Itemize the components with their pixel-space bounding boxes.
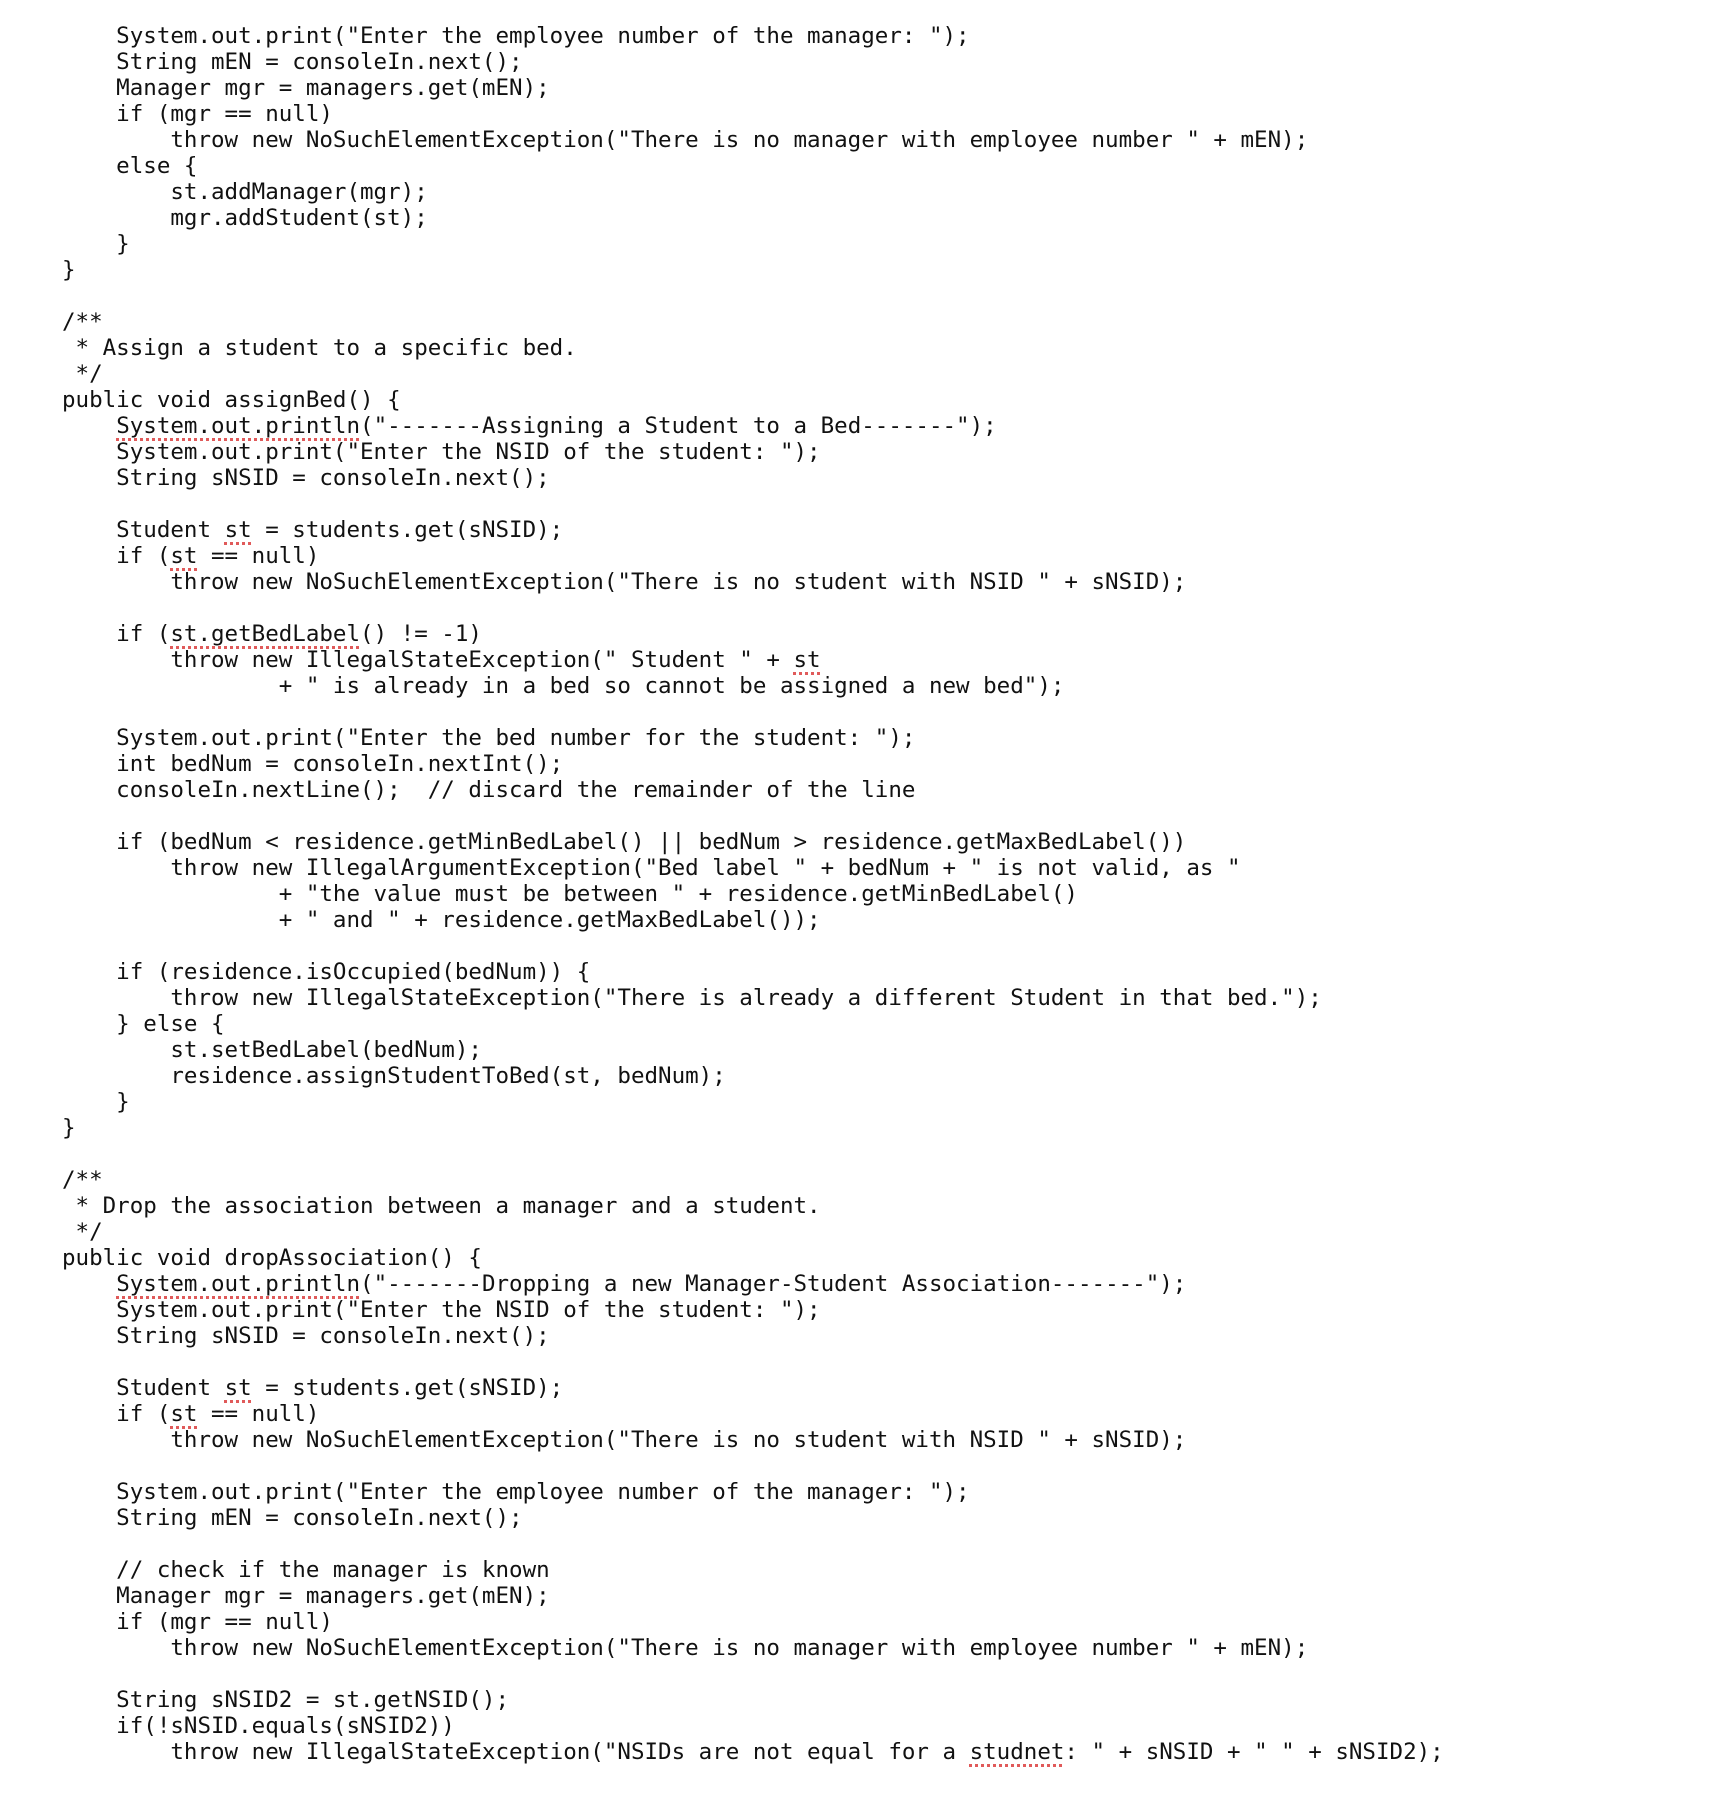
code-line[interactable] xyxy=(62,387,1702,413)
code-text: if (mgr == null) xyxy=(62,1609,333,1635)
code-text: if (residence.isOccupied(bedNum)) { xyxy=(62,959,591,985)
code-line[interactable] xyxy=(62,1375,1702,1401)
code-line[interactable] xyxy=(62,491,1702,517)
code-text: throw new IllegalStateException("NSIDs are not equal for a xyxy=(62,1739,970,1765)
code-line[interactable] xyxy=(62,1011,1702,1037)
code-line[interactable] xyxy=(62,309,1702,335)
code-text: throw new NoSuchElementException("There is no student with NSID " + sNSID); xyxy=(62,569,1187,595)
code-text: throw new IllegalStateException(" Student " + xyxy=(62,647,794,673)
code-text: /** xyxy=(62,309,103,335)
code-line[interactable] xyxy=(62,881,1702,907)
code-text: Student xyxy=(62,517,225,543)
code-line[interactable] xyxy=(62,959,1702,985)
code-line[interactable] xyxy=(62,647,1702,673)
code-line[interactable] xyxy=(62,1141,1702,1167)
code-text: */ xyxy=(62,361,103,387)
code-line[interactable] xyxy=(62,1115,1702,1141)
code-text: System.out.print("Enter the employee number of the manager: "); xyxy=(62,23,970,49)
code-line[interactable] xyxy=(62,1245,1702,1271)
code-text: == null) xyxy=(197,543,320,569)
code-text: System.out.print("Enter the employee number of the manager: "); xyxy=(62,1479,970,1505)
code-line[interactable] xyxy=(62,1349,1702,1375)
code-text: /** xyxy=(62,1167,103,1193)
code-text: () != -1) xyxy=(360,621,482,647)
code-text: Student xyxy=(62,1375,225,1401)
code-line[interactable] xyxy=(62,1193,1702,1219)
code-line[interactable] xyxy=(62,751,1702,777)
code-line[interactable] xyxy=(62,1453,1702,1479)
code-text xyxy=(62,1271,116,1297)
code-line[interactable] xyxy=(62,595,1702,621)
code-line[interactable] xyxy=(62,699,1702,725)
code-line[interactable] xyxy=(62,907,1702,933)
code-text: */ xyxy=(62,1219,103,1245)
code-text: public void dropAssociation() { xyxy=(62,1245,482,1271)
code-text: } else { xyxy=(62,1011,225,1037)
code-line[interactable] xyxy=(62,1713,1702,1739)
code-text: + " is already in a bed so cannot be assigned a new bed"); xyxy=(62,673,1065,699)
code-line[interactable] xyxy=(62,829,1702,855)
code-text: st.setBedLabel(bedNum); xyxy=(62,1037,482,1063)
code-text: == null) xyxy=(197,1401,320,1427)
code-text: throw new NoSuchElementException("There is no manager with employee number " + mEN); xyxy=(62,127,1309,153)
code-line[interactable] xyxy=(62,23,1702,49)
code-line[interactable] xyxy=(62,543,1702,569)
code-text: int bedNum = consoleIn.nextInt(); xyxy=(62,751,564,777)
spellcheck-flagged-word: st xyxy=(224,517,252,543)
spellcheck-flagged-word: st xyxy=(170,1401,198,1427)
code-line[interactable] xyxy=(62,985,1702,1011)
code-line[interactable] xyxy=(62,621,1702,647)
code-text: } xyxy=(62,1089,130,1115)
code-text: * Drop the association between a manager and a student. xyxy=(62,1193,821,1219)
spellcheck-flagged-word: System.out.println xyxy=(116,413,361,439)
code-text: } xyxy=(62,257,76,283)
code-line[interactable] xyxy=(62,335,1702,361)
code-text: residence.assignStudentToBed(st, bedNum); xyxy=(62,1063,726,1089)
code-line[interactable] xyxy=(62,1271,1702,1297)
code-line[interactable] xyxy=(62,75,1702,101)
code-line[interactable] xyxy=(62,855,1702,881)
code-text: String mEN = consoleIn.next(); xyxy=(62,49,523,75)
code-line[interactable] xyxy=(62,361,1702,387)
code-line[interactable] xyxy=(62,205,1702,231)
code-line[interactable] xyxy=(62,1505,1702,1531)
code-editor[interactable] xyxy=(62,23,1702,1783)
code-line[interactable] xyxy=(62,1297,1702,1323)
code-line[interactable] xyxy=(62,673,1702,699)
code-line[interactable] xyxy=(62,1089,1702,1115)
code-line[interactable] xyxy=(62,1661,1702,1687)
code-line[interactable] xyxy=(62,1531,1702,1557)
code-line[interactable] xyxy=(62,1427,1702,1453)
code-text: = students.get(sNSID); xyxy=(251,1375,564,1401)
spellcheck-flagged-word: studnet xyxy=(969,1739,1065,1765)
code-text: if(!sNSID.equals(sNSID2)) xyxy=(62,1713,455,1739)
code-text: ("-------Assigning a Student to a Bed-------"); xyxy=(360,413,997,439)
code-line[interactable] xyxy=(62,1167,1702,1193)
code-text: + "the value must be between " + residence.getMinBedLabel() xyxy=(62,881,1078,907)
code-text: public void assignBed() { xyxy=(62,387,401,413)
code-line[interactable] xyxy=(62,1635,1702,1661)
code-line[interactable] xyxy=(62,439,1702,465)
code-line[interactable] xyxy=(62,1557,1702,1583)
code-line[interactable] xyxy=(62,803,1702,829)
code-text: else { xyxy=(62,153,198,179)
code-text: Manager mgr = managers.get(mEN); xyxy=(62,1583,550,1609)
code-line[interactable] xyxy=(62,1583,1702,1609)
code-text: throw new NoSuchElementException("There is no student with NSID " + sNSID); xyxy=(62,1427,1187,1453)
code-text: System.out.print("Enter the NSID of the student: "); xyxy=(62,1297,821,1323)
code-text: = students.get(sNSID); xyxy=(251,517,564,543)
code-text: st.addManager(mgr); xyxy=(62,179,428,205)
code-text: : " + sNSID + " " + sNSID2); xyxy=(1064,1739,1444,1765)
code-text: throw new IllegalStateException("There is already a different Student in that bed."); xyxy=(62,985,1322,1011)
code-text: System.out.print("Enter the NSID of the student: "); xyxy=(62,439,821,465)
code-text: if (bedNum < residence.getMinBedLabel() || bedNum > residence.getMaxBedLabel()) xyxy=(62,829,1187,855)
code-text: + " and " + residence.getMaxBedLabel()); xyxy=(62,907,821,933)
code-line[interactable] xyxy=(62,127,1702,153)
code-line[interactable] xyxy=(62,1219,1702,1245)
code-line[interactable] xyxy=(62,517,1702,543)
code-text: if ( xyxy=(62,1401,171,1427)
code-line[interactable] xyxy=(62,153,1702,179)
code-line[interactable] xyxy=(62,777,1702,803)
code-line[interactable] xyxy=(62,1063,1702,1089)
code-line[interactable] xyxy=(62,49,1702,75)
code-line[interactable] xyxy=(62,413,1702,439)
code-text: consoleIn.nextLine(); // discard the remainder of the line xyxy=(62,777,916,803)
spellcheck-flagged-word: System.out.println xyxy=(116,1271,361,1297)
code-text: System.out.print("Enter the bed number for the student: "); xyxy=(62,725,916,751)
code-text: * Assign a student to a specific bed. xyxy=(62,335,577,361)
code-text: throw new IllegalArgumentException("Bed label " + bedNum + " is not valid, as " xyxy=(62,855,1241,881)
code-line[interactable] xyxy=(62,101,1702,127)
code-line[interactable] xyxy=(62,1739,1702,1765)
code-line[interactable] xyxy=(62,725,1702,751)
code-text: String sNSID = consoleIn.next(); xyxy=(62,1323,550,1349)
code-line[interactable] xyxy=(62,1479,1702,1505)
code-line[interactable] xyxy=(62,465,1702,491)
code-text: if ( xyxy=(62,543,171,569)
code-text: if ( xyxy=(62,621,171,647)
code-line[interactable] xyxy=(62,231,1702,257)
code-line[interactable] xyxy=(62,1609,1702,1635)
code-line[interactable] xyxy=(62,1687,1702,1713)
code-text: if (mgr == null) xyxy=(62,101,333,127)
code-line[interactable] xyxy=(62,1401,1702,1427)
code-line[interactable] xyxy=(62,179,1702,205)
code-line[interactable] xyxy=(62,569,1702,595)
code-text: String mEN = consoleIn.next(); xyxy=(62,1505,523,1531)
code-text: ("-------Dropping a new Manager-Student Association-------"); xyxy=(360,1271,1187,1297)
code-text: } xyxy=(62,1115,76,1141)
code-text: String sNSID = consoleIn.next(); xyxy=(62,465,550,491)
code-text: throw new NoSuchElementException("There is no manager with employee number " + mEN); xyxy=(62,1635,1309,1661)
spellcheck-flagged-word: st xyxy=(224,1375,252,1401)
code-line[interactable] xyxy=(62,1323,1702,1349)
code-line[interactable] xyxy=(62,1037,1702,1063)
spellcheck-flagged-word: st xyxy=(170,543,198,569)
code-line[interactable] xyxy=(62,933,1702,959)
code-text: Manager mgr = managers.get(mEN); xyxy=(62,75,550,101)
spellcheck-flagged-word: st xyxy=(793,647,821,673)
code-line[interactable] xyxy=(62,257,1702,283)
code-text: mgr.addStudent(st); xyxy=(62,205,428,231)
code-text: } xyxy=(62,231,130,257)
code-text: // check if the manager is known xyxy=(62,1557,550,1583)
code-text: String sNSID2 = st.getNSID(); xyxy=(62,1687,510,1713)
spellcheck-flagged-word: st.getBedLabel xyxy=(170,621,361,647)
code-text xyxy=(62,413,116,439)
code-line[interactable] xyxy=(62,283,1702,309)
